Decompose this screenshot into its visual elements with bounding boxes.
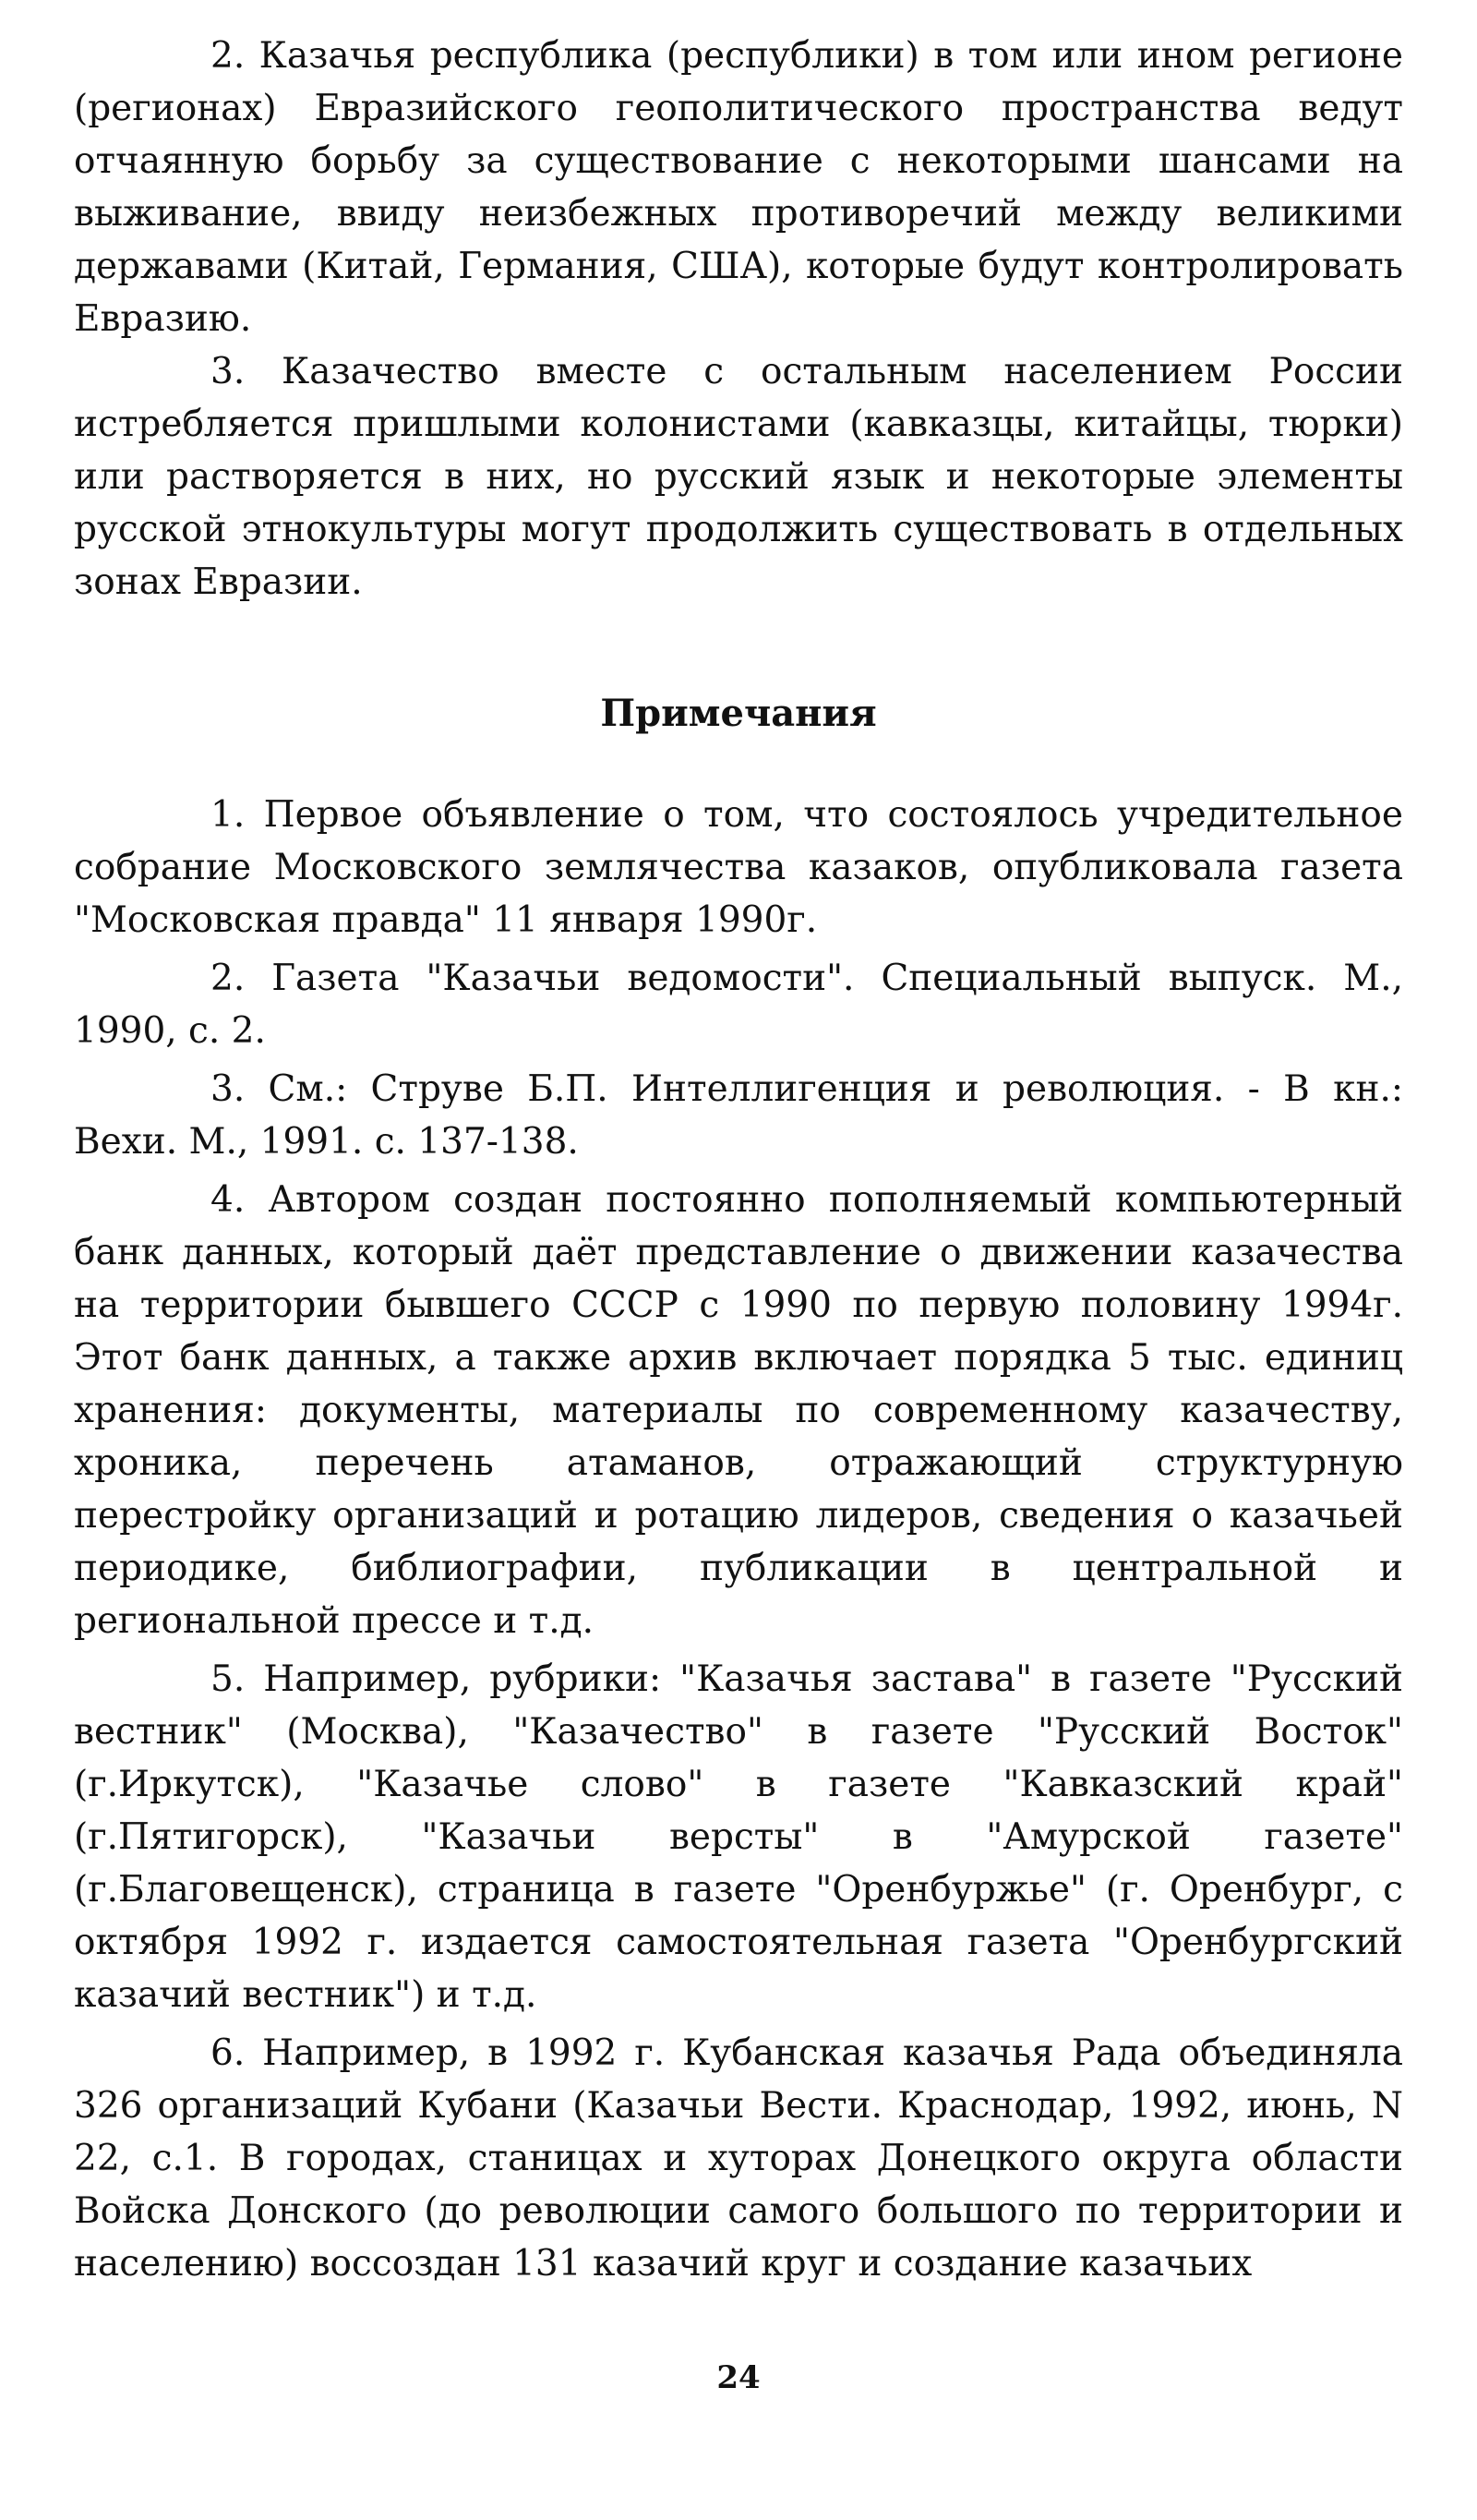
notes-heading: Примечания [600, 692, 877, 735]
note-2: 2. Газета "Казачьи ведомости". Специальный выпуск. М., 1990, с. 2. [74, 958, 1403, 1052]
body-paragraph-3: 3. Казачество вместе с остальным населением России истребляется пришлыми колонистами (кавказцы, китайцы, тюрки) или растворяется в них, но русский язык и некоторые элементы русской этнокультуры могут продолжить существовать в отдельных зонах Евразии. [74, 351, 1403, 603]
note-6: 6. Например, в 1992 г. Кубанская казачья Рада объединяла 326 организаций Кубани (Казачьи Вести. Краснодар, 1992, июнь, N 22, с.1. В городах, станицах и хуторах Донецкого округа области Войска Донского (до революции самого большого по территории и населению) воссоздан 131 казачий круг и создание казачьих [74, 2032, 1403, 2285]
note-5: 5. Например, рубрики: "Казачья застава" в газете "Русский вестник" (Москва), "Казачество" в газете "Русский Восток" (г.Иркутск), "Казачье слово" в газете "Кавказский край" (г.Пятигорск), "Казачьи версты" в "Амурской газете" (г.Благовещенск), страница в газете "Оренбуржье" (г. Оренбург, с октября 1992 г. издается самостоятельная газета "Оренбургский казачий вестник") и т.д. [74, 1658, 1403, 2016]
body-paragraph-2: 2. Казачья республика (республики) в том или ином регионе (регионах) Евразийского геополитического пространства ведут отчаянную борьбу за существование с некоторыми шансами на выживание, ввиду неизбежных противоречий между великими державами (Китай, Германия, США), которые будут контролировать Евразию. [74, 35, 1403, 340]
notes-list [74, 789, 1403, 2290]
document-page [74, 30, 1403, 2290]
note-3: 3. См.: Струве Б.П. Интеллигенция и революция. - В кн.: Вехи. М., 1991. с. 137-138. [74, 1068, 1403, 1163]
note-4: 4. Автором создан постоянно пополняемый компьютерный банк данных, который даёт представление о движении казачества на территории бывшего СССР с 1990 по первую половину 1994г. Этот банк данных, а также архив включает порядка 5 тыс. единиц хранения: документы, материалы по современному казачеству, хроника, перечень атаманов, отражающий структурную перестройку организаций и ротацию лидеров, сведения о казачьей периодике, библиографии, публикации в центральной и региональной прессе и т.д. [74, 1179, 1403, 1642]
page-number: 24 [716, 2359, 761, 2396]
main-text [74, 30, 1403, 609]
note-1: 1. Первое объявление о том, что состоялось учредительное собрание Московского землячества казаков, опубликовала газета "Московская правда" 11 января 1990г. [74, 794, 1403, 941]
